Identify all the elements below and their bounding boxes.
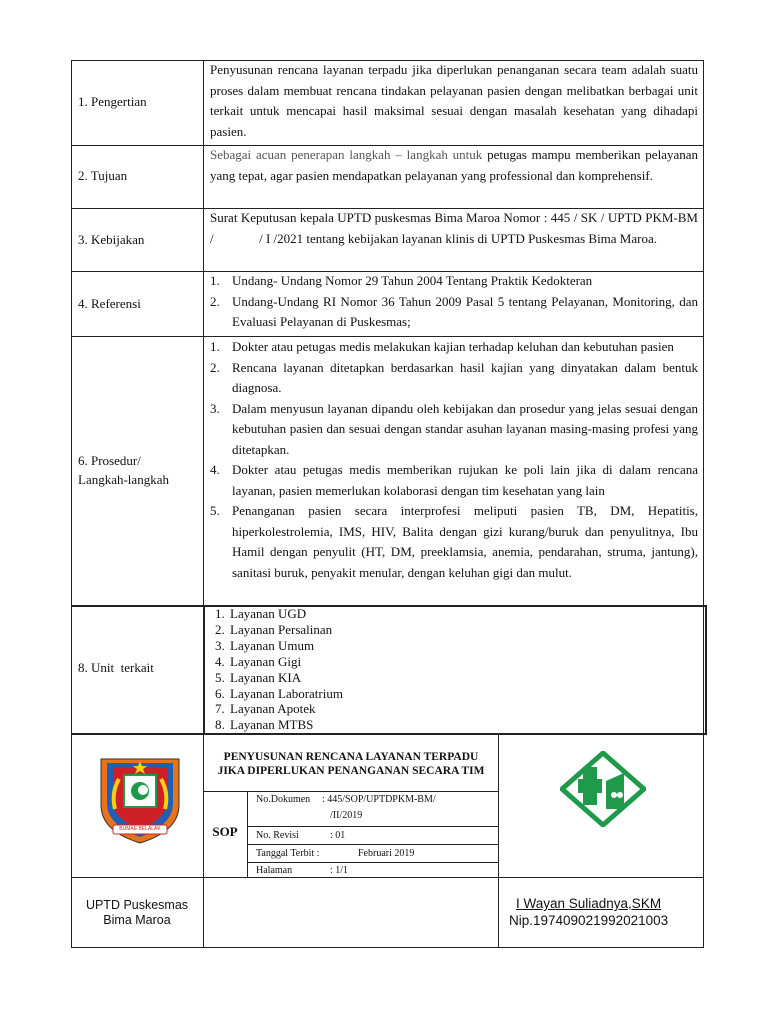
prosedur-item bbox=[210, 337, 698, 358]
no-dokumen-label: No.Dokumen bbox=[256, 794, 311, 805]
unit-list bbox=[215, 606, 695, 733]
prosedur-item-number: 4. bbox=[210, 462, 220, 477]
unit-item-number: 8. bbox=[215, 717, 225, 733]
unit-right-border bbox=[705, 605, 707, 734]
prosedur-item-number: 2. bbox=[210, 359, 220, 375]
pengertian-text bbox=[210, 60, 698, 142]
regency-crest-logo bbox=[93, 753, 187, 847]
prosedur-item-text: Rencana layanan ditetapkan berdasarkan hasil kajian yang dinyatakan dalam bentuk diagnosa. bbox=[232, 359, 698, 395]
prosedur-items bbox=[210, 337, 698, 583]
unit-item-text: Layanan Apotek bbox=[230, 701, 316, 717]
prosedur-item bbox=[210, 501, 698, 583]
prosedur-item-text: Dalam menyusun layanan dipandu oleh kebijakan dan prosedur yang jelas sesuai dengan kebutuhan pasien dan sesuai dengan standar asuhan layanan masing-masing profesi yang ditetapkan. bbox=[232, 400, 698, 457]
unit-item-text: Layanan Gigi bbox=[230, 653, 302, 669]
pengertian-paragraph: Penyusunan rencana layanan terpadu jika diperlukan penanganan secara team adalah suatu proses dalam membuat rencana tindakan pelayanan pasien dengan melibatkan berbagai unit terkait untuk mencapai hasil maksimal sesuai dengan masalah kesehatan yang dihadapi pasien. bbox=[210, 62, 698, 139]
prosedur-item-text: Dokter atau petugas medis memberikan rujukan ke poli lain jika di dalam rencana layanan, pasien memerlukan kolaborasi dengan tim kesehatan yang lain bbox=[232, 462, 698, 498]
meta-divider bbox=[247, 862, 498, 863]
unit-item bbox=[215, 606, 695, 622]
unit-item-text: Layanan Laboratrium bbox=[230, 685, 343, 701]
no-revisi-label: No. Revisi bbox=[256, 830, 299, 841]
prosedur-label-line2: Langkah-langkah bbox=[78, 472, 169, 487]
unit-item-number: 1. bbox=[215, 606, 225, 621]
unit-item-text: Layanan Persalinan bbox=[230, 621, 333, 637]
unit-column-divider bbox=[203, 605, 205, 734]
referensi-label: 4. Referensi bbox=[78, 296, 141, 311]
tujuan-text-a: Sebagai acuan penerapan langkah – langkah untuk bbox=[210, 147, 483, 162]
unit-label: 8. Unit terkait bbox=[78, 660, 154, 675]
referensi-item-text: Undang- Undang Nomor 29 Tahun 2004 Tentang Praktik Kedokteran bbox=[232, 273, 593, 288]
unit-item-number: 7. bbox=[215, 701, 225, 717]
unit-item bbox=[215, 638, 695, 654]
org-name-line1: UPTD Puskesmas bbox=[85, 898, 189, 912]
header-divider-left bbox=[203, 734, 204, 948]
unit-items bbox=[215, 606, 695, 733]
prosedur-item-number: 3. bbox=[210, 400, 220, 416]
org-name bbox=[71, 898, 203, 928]
referensi-item bbox=[210, 271, 698, 292]
unit-item-number: 3. bbox=[215, 637, 225, 653]
unit-item bbox=[215, 686, 695, 702]
unit-item bbox=[215, 654, 695, 670]
header-footer-divider bbox=[71, 877, 704, 878]
tujuan-paragraph bbox=[210, 145, 698, 186]
sop-label: SOP bbox=[212, 824, 238, 839]
unit-item-number: 5. bbox=[215, 669, 225, 685]
prosedur-item bbox=[210, 358, 698, 399]
referensi-items bbox=[210, 271, 698, 333]
unit-item bbox=[215, 622, 695, 638]
tujuan-text-b: petugas mampu memberikan pelayanan yang tepat, agar pasien mendapatkan pelayanan yang professional dan komprehensif. bbox=[210, 147, 698, 183]
signer-nip: Nip.197409021992021003 bbox=[509, 913, 669, 928]
signer-name: I Wayan Suliadnya,SKM bbox=[516, 896, 662, 911]
unit-item bbox=[215, 670, 695, 686]
kebijakan-text bbox=[210, 208, 702, 249]
unit-item-text: Layanan Umum bbox=[230, 637, 315, 653]
org-name-line2: Bima Maroa bbox=[103, 913, 171, 927]
tujuan-label: 2. Tujuan bbox=[78, 168, 128, 183]
meta-divider bbox=[247, 844, 498, 845]
prosedur-item-text: Dokter atau petugas medis melakukan kajian terhadap keluhan dan kebutuhan pasien bbox=[232, 339, 674, 354]
label-column-divider bbox=[203, 60, 204, 606]
prosedur-item-text: Penanganan pasien secara interprofesi meliputi pasien TB, DM, Hepatitis, hiperkolestrolemia, IMS, HIV, Balita dengan gizi kurang/buruk dan penyulitnya, Ibu Hamil dengan penyulit (HT, DM, preeklamsia, anemia, pendarahan, struma, jantung), sanitasi buruk, penyakit menular, dengan keluhan gigi dan mulut. bbox=[232, 503, 698, 580]
halaman-value: : 1/1 bbox=[330, 865, 349, 876]
tanggal-terbit-value: Februari 2019 bbox=[358, 848, 415, 859]
prosedur-item-number: 1. bbox=[210, 339, 220, 354]
prosedur-item bbox=[210, 460, 698, 501]
referensi-item-number: 1. bbox=[210, 273, 220, 288]
referensi-item bbox=[210, 292, 698, 333]
unit-item bbox=[215, 701, 695, 717]
unit-item-number: 6. bbox=[215, 685, 225, 701]
sop-column-divider bbox=[247, 791, 248, 877]
unit-item bbox=[215, 717, 695, 733]
puskesmas-cross-icon bbox=[560, 751, 646, 827]
halaman-label: Halaman bbox=[256, 865, 293, 876]
prosedur-item bbox=[210, 399, 698, 461]
no-revisi-value: : 01 bbox=[330, 830, 346, 841]
unit-item-number: 2. bbox=[215, 621, 225, 637]
tujuan-text bbox=[210, 145, 698, 186]
unit-item-text: Layanan KIA bbox=[230, 669, 302, 685]
pengertian-label: 1. Pengertian bbox=[78, 94, 147, 109]
unit-item-number: 4. bbox=[215, 653, 225, 669]
no-dokumen-value: : 445/SOP/UPTDPKM-BM/ bbox=[322, 794, 436, 805]
referensi-list bbox=[210, 271, 698, 333]
prosedur-label-line1: 6. Prosedur/ bbox=[78, 453, 141, 468]
prosedur-list bbox=[210, 337, 698, 583]
referensi-item-text: Undang-Undang RI Nomor 36 Tahun 2009 Pasal 5 tentang Pelayanan, Monitoring, dan Evaluasi Pelayanan di Puskesmas; bbox=[232, 293, 698, 329]
prosedur-label bbox=[78, 451, 169, 489]
prosedur-item-number: 5. bbox=[210, 503, 220, 518]
tanggal-terbit-label: Tanggal Terbit : bbox=[256, 848, 320, 859]
unit-item-text: Layanan UGD bbox=[230, 606, 307, 621]
crest-banner-text: BUMAE BELALAK bbox=[119, 826, 161, 832]
kebijakan-paragraph: Surat Keputusan kepala UPTD puskesmas Bima Maroa Nomor : 445 / SK / UPTD PKM-BM / / I /2021 tentang kebijakan layanan klinis di UPTD Puskesmas Bima Maroa. bbox=[210, 210, 702, 246]
referensi-item-number: 2. bbox=[210, 293, 220, 309]
header-divider-right bbox=[498, 734, 499, 948]
kebijakan-label: 3. Kebijakan bbox=[78, 232, 145, 247]
sop-title: PENYUSUNAN RENCANA LAYANAN TERPADU JIKA DIPERLUKAN PENANGANAN SECARA TIM bbox=[217, 751, 485, 777]
no-dokumen-value2: /II/2019 bbox=[330, 810, 363, 821]
puskesmas-logo bbox=[560, 751, 646, 827]
unit-item-text: Layanan MTBS bbox=[230, 717, 314, 733]
meta-divider bbox=[247, 826, 498, 827]
